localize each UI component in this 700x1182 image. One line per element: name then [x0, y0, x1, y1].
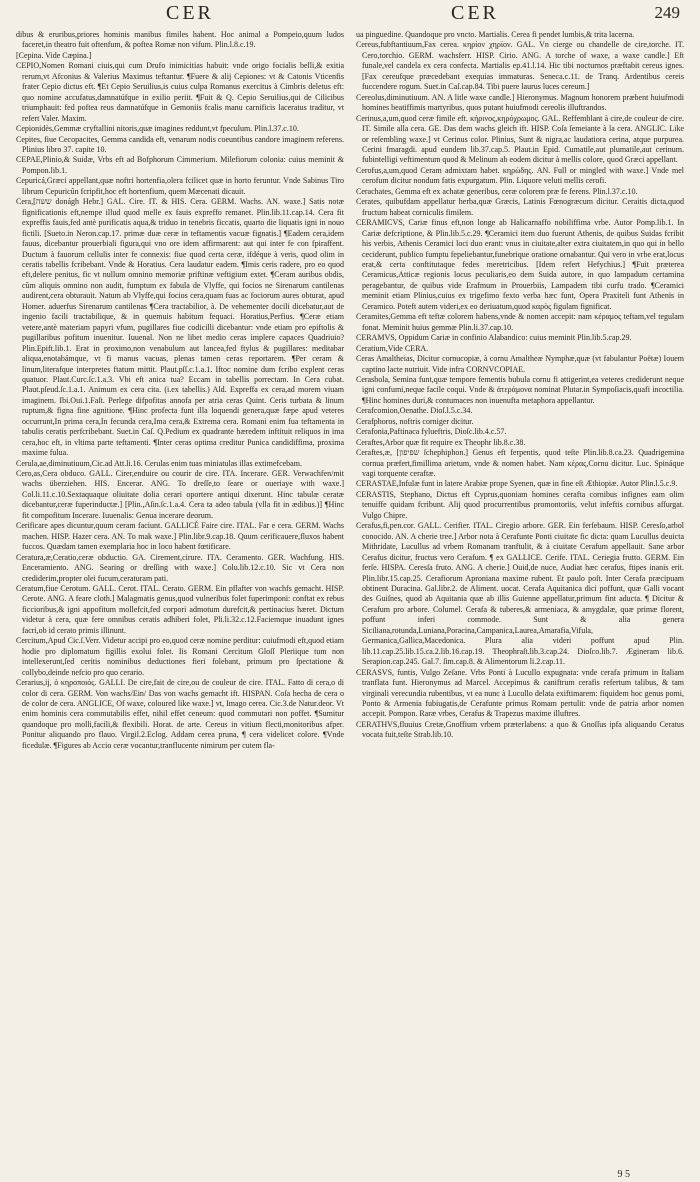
dictionary-entry: CEPIO,Nomen Romani ciuis,qui cum Drufo inimicitias habuit: vnde origo focialis belli,& exitia rerum,vt Afconius & Valerius Maximus teftantur. ¶Fuere & alij Cepiones: vt & Catonis Vticenfis frater Cepio dictus eft. ¶Et Cepio Seruilius,is cuius culpa Romanus exercitus à Cimbris deletus eft: quo nomine accufatus,damnatúfque in exilio periit. ¶Fuit & Q. Cepio Seruilius,qui de Cilicibus triumphauit: fed poftea reus damnatúfque in Gemoniis fcalis manu carnificis laceratus traditur, vt refert Valer. Maxim.	[16, 61, 344, 123]
running-head-left: CER	[166, 2, 214, 24]
dictionary-entry: CERASTAE,Infulæ funt in latere Arabiæ prope Syenen, quæ in fine eſt Æthiopiæ. Autor Plin.l.5.c.9.	[356, 479, 678, 489]
dictionary-entry: Ceras Amaltheias, Dicitur cornucopiæ, à cornu Amaltheæ Nymphæ,quæ (vt fabulantur Poëtæ) Iouem captino lacte nutriuit. Vide infra CORNVCOPIAE.	[356, 354, 684, 374]
dictionary-entry: Cepites, fiue Cecopacites, Gemma candida eft, venarum nodis coeuntibus candore imaginem referens. Plinius libro 37. capite 10.	[16, 134, 344, 154]
right-column	[356, 30, 684, 1162]
dictionary-entry: Cereolus,diminutiuum. AN. A litle waxe candle.] Hieronymus. Magnum honorem præbent huiufmodi homines beatiffimis martyribus, quos putant huiufmodi cereolis illuftrandos.	[356, 92, 684, 113]
dictionary-entry: Cera,[ששה donágh Hebr.] GAL. Cire. IT. & HIS. Cera. GERM. Wachs. AN. waxe.] Satis notæ fignificationis eft,nempe illud quod melle ex fauis expreffo remanet. Plin.lib.11.cap.14. Cera fit expreffis fauis,fed antè purificatis aqua,& triduo in tenebris ficcatis, quarto die liquatis igni in nouo fictili. [Sueto.in Neron.cap.17. primæ duæ ceræ in teftamentis vacuæ fignatis.] ¶Eadem cera,idem fauus, dicebantur prouerbiali figura,qui vno ore idem affirmarent: aut qui inter fe con fpiraffent. Ductum à fauorum cellulis inter fe connexis: fiue quod certa ceræ, ifdéque à veris, quod olim in ceratis tabellis fcribebant. Vnde & Horatius. Cera laudatur eadem. ¶Imis ceris radere, pro eo quod eft,delere penitus, fic vt nullum omnino memoriæ priftinæ veftigium extet. ¶Ceram auribus obdis, cũm aliquis omnino non audit, fumptum ex fabula de Vlyffe, qui focios ne Sirenarum cantilenas audirent,cera obturauit. Natum ab Vlyffe,qui focios cera,quam fuas ac fociorum aures obturat, apud Homer. aduerfus Sirenarum cantilenas ¶Cera tractabilior, à. De vehementer docili dicebatur,aut de ingenio facili tractabilique, & in quemuis habitum fequaci. Horatius,Perfius. ¶Ceræ etiam vetere,antè materiam papyri vfum, pugillares fiue codicilli dicebantur: vnde etiam pro epiftolis & pugillaribus pofitum inuenitur. Iuuenal. Non ne libet medio ceras implere capaces Quadriuio? Plin.Epift.lib.1. Erat in proximo,non venabulum aut lancea,fed ftylus & pugillares: meditabar aliqua,enotabámque, vt fi manus vacuas, plenas tamen ceras reportarem. ¶Per ceram & linum,literafque interpretes ftatum mittit. Plaut.pſſ.c.1.a.1. Iftoc nomine dum fcribo explent ceras quatuor. Plaut.Curc.ſc.1.a.3. Vbi eft anica tua? Eccam in tabellis porrectam. In Cera cubat. Plaut.pſeud.ſc.1.a.1. Animum ex cera cita. (i.ex tabellis.) Ald. Expreffa ex cera,ad morem viuam imaginem. Ibi.Oui.1.Faſt. Perlege difpofitas annofa per atria ceras Quint. Ceris turbata & linum ruptum,& figna fine agnitione. ¶Hinc profecta funt illa loquendi genera,quæ fæpe apud veteres occurrunt,In prima cera,In fecunda cera,Ima cera,& Extrema cera. Romani enim fua teftamenta in tabulis ceratis perfcribebant. Suet.in Caſ. Q.Pedium ex quadrante hæredem inftituit reliquos in ima cera,hoc eft, in vltima parte teftamenti. ¶Inter ceras optima creditur Punica candidiffima, proxima maxime fulua.	[16, 197, 344, 458]
dictionary-entry: Cerificare apes dicuntur,quum ceram faciunt. GALLICÉ Faire cire. ITAL. Far e cera. GERM. Wachs machen. HISP. Hazer cera. AN. To mak waxe.] Plin.libr.9.cap.18. Quum cerificauere,fluxos habent fuccos. Quædam tamen exemplaria hoc in loco habent fœtificare.	[16, 521, 344, 552]
dictionary-entry: Cerates, quibufdam appellatur herba,quæ Græcis, Latinis Fœnogræcum dicitur. Ceraitis dicta,quod fructum habeat corniculis fimilem.	[356, 197, 684, 217]
dictionary-entry: Cerasbola, Semina funt,quæ tempore fementis bubula cornu fi attigerint,ea veteres crediderunt neque igni confumi,neque facile coqui. Vnde & ἀτεράμονα nominat Plutar.in Sympoſiacis,quafi incoctilia. ¶Hinc homines duri,& contumaces non inuenufta metaphora appellantur.	[356, 374, 684, 405]
dictionary-entry: CERATHVS,fluuius Cretæ,Gnoffium vrbem præterlabens: a quo & Gnoſſus ipfa aliquando Ceratus vocata fuit,teſte Strab.lib.10.	[356, 719, 684, 740]
dictionary-entry: Cerula,ae,diminutiuum,Cic.ad Att.li.16. Cerulas enim tuas miniatulas illas extimefcebam.	[16, 458, 302, 468]
dictionary-entry: Ceratium,Vide CERA.	[356, 343, 429, 353]
dictionary-entry: CERAMVS, Oppidum Cariæ in confinio Alabandico: cuius meminit Plin.lib.5.cap.29.	[356, 333, 632, 343]
dictionary-entry: CEPAE,Plinio,& Suidæ, Vrbs eft ad Bofphorum Cimmerium. Milefiorum colonia: cuius meminit & Pompon.lib.1.	[16, 155, 344, 175]
dictionary-entry: Cerarius,ij, ὁ κηροποιός. GALLI. De cire,fait de cire,ou de couleur de cire. ITAL. Fatto di cera,o di color di cera. GERM. Von wachs/Ein/ Das von wachs gemacht ift. HISPAN. Coſa hecha de cera o de color de cera. ANGLICE, Of waxe, coloured like waxe.] vt, Imago cerea. Cic.3.de Natur.deor. Vt enim hominis cera commutabilis effet, nihil effet ceneum: quod commutari non poffet. ¶Sumitur quandoque pro molli,facili,& flexibili. Horat. de arte. Cereus in vitium flecti,monitoribus afper. Ponitur aliquando pro flauo. Virgil.2.Eclog. Addam cerea pruna, ¶ cera videlicet colore. ¶Vnde ficedulæ. ¶Figures ab Accio ceræ vocantur,tranflucente nimirum per cutem fla-	[16, 678, 344, 750]
dictionary-entry: Cerafus,fi,pen.cor. GALL. Cerifier. ITAL. Ciregio arbore. GER. Ein ferſebaum. HISP. Ceresſo,arbol conocido. AN. A cherie tree.] Arbor nota à Cerafunte Ponti ciuitate fic dicta: quam Lucullus deuicta Mithridate, Lucullus ad vrbem Romanam tranftulit, & à ciuitate Cerafum appellauit. Sane arbor Cerafus dicitur, fructus vero Cerafum. ¶ ex GALLICE. Cerife. ITAL. Ceriegia frutto. GERM. Ein ferſe. HISPA. Ceresſa fruto. ANG. A cherie.] Ouid,de nuce, Audiat hæc cerafus, ftipes inanis erit. Plin.libr.15.cap.25. Cerafiorum Aproniana maxime rubent. Et paulo poſt. Inter Cerafa præcipuam obtinent Duracina. Gal.libr.2. de Aliment. uocat. Cerafa Aquitanica dici poffunt, quæ Galli vocant des Guiſnes, quod ab Aquitania quæ ab illis Guienne appellatur,primum fint aducta. ¶ Dicitur & Cerafum pro arbore. Columel. Cerafa & tuberes,& armeniaca, & amygdalæ, quæ primæ florent, poffunt inferi commode. Sunt & alia genera Siciliana,rotunda,Luniana,Poracina,Campanica,Laurea,Amarafia,Vifula, Germanica,Gallica,Macedonica. Plura alia videri poffunt apud Plin. lib.11.cap.25.lib.15.ca.2.lib.16.cap.19. Theophraſt.lib.3.cap.24. Dioſco.lib.7. Ægineram lib.6. Serapion.cap.245. Gal.7. ſim.cap.8. & Alimentorum li.2.cap.11.	[356, 521, 684, 667]
dictionary-entry: ua pinguedine. Quandoque pro vncto. Martialis. Cerea fi pendet lumbis,& trita lacerna.	[356, 30, 635, 39]
dictionary-entry: [Cepina. Vide Cæpina.]	[16, 50, 92, 60]
dictionary-entry: Cerafonia,Paftinaca fylueftris, Dioſc.lib.4.c.57.	[356, 427, 507, 437]
dictionary-entry: Ceratura,æ,Ceratio,ceræ obductio. GA. Cirement,cirure. ITA. Ceramento. GER. Wachfung. HIS. Enceramiento. ANG. Searing or dreſſing with waxe.] Colu.lib.12.c.10. Sic vt Cera non crediderim,propter olei fucum,ceraturam pati.	[16, 552, 344, 583]
page-header	[16, 0, 684, 30]
dictionary-entry: CERASTIS, Stephano, Dictus eft Cyprus,quoniam homines cerafta cornibus infignes eam olim tenuiffe quidam fcribunt. Alij quod procurrentibus promontoriis, velut infeftis cornibus afſurgat. Vulgo Chipre.	[356, 489, 684, 520]
dictionary-entry: Cerinus,a,um,quod ceræ fimile eft. κήρινος,κηρόχρωμος. GAL. Reffemblant à cire,de couleur de cire. IT. Simile alla cera. GE. Das dem wachs gleich ift. HISP. Coſa ſemeiante à la cera. ANGLIC. Like or reſembling waxe.] vt Cerinus color. Plinius, Sunt & nigra,ac laudatiora cerina, atque purpurea. Cerini fmaragdi. apud eundem lib.37.cap.5. Plaut.in Epid. Cumatile,aut plumatile,aut cerinum. fubintelligi veftimentum quod & Melinum ab eodem dicitur à mellis colore, quod Græci appellant.	[356, 113, 684, 165]
dictionary-entry: Cerofus,a,um,quod Ceram admixtam habet. κηρώδης. AN. Full or mingled with waxe.] Vnde mel cerofum dicitur nondum fatis expurgatum. Plin. Liquore veluti mellis cerofi.	[356, 165, 684, 186]
dictionary-entry: Ceraftes,æ, [שפיפון ſchephiphon.] Genus eft ferpentis, quod teſte Plin.lib.8.ca.23. Quadrigemina cornua præfert,fimillima arietum, vnde & nomen habet. Nam κέρας,Cornu dicitur. Luc. Spináque vagi torquente ceraftæ.	[356, 448, 684, 479]
dictionary-entry: Ceraftes,Arbor quæ fit require ex Theophr lib.8.c.38.	[356, 437, 526, 447]
left-column	[16, 30, 344, 1162]
dictionary-entry: Cerafphoros, noftris corniger dicitur.	[356, 416, 474, 426]
dictionary-entry: Ceramites,Gemma eft teftæ colorem habens,vnde & nomen accepit: nam κέραμος teftam,vel tegulam fonat. Meminit huius gemmæ Plin.li.37.cap.10.	[356, 312, 684, 332]
dictionary-entry: Cerafcomion,Oenathe. Dioſ.l.5.c.34.	[356, 406, 473, 416]
dictionary-entry: Cero,as,Cera obduco. GALL. Cirer,enduire ou courir de cire. ITA. Incerare. GER. Verwachfen/mit wachs überziehen. HIS. Encerar. ANG. To dreſſe,to ſeare or oueriaye with waxe.] Col.li.11.c.10.Sextaquaque oliuitate dolia cerari oportere antiqui dixerunt. Hinc tabulæ ceratæ dicebantur,ceræ fuperinductæ.] [Plin.,Aſin.ſc.1.a.4. Cera ta adeo tabula (vlla fit in ædibus.)] ¶Hinc fit compofitum Incerare. Iuuenalis: Genua incerare deorum.	[16, 469, 344, 520]
dictionary-entry: Cepuricá,Græci appellant,quæ noftri hortenfia,olera fcilicet quæ in horto feruntur. Vnde Sabinus Tiro librum Cepuricûn fcripfit,hoc eft hortenfium, quem Mæcenati dicauit.	[16, 176, 344, 196]
dictionary-entry: Cepionidès,Gemmæ cryftallini nitoris,quæ imagines reddunt,vt fpeculum. Plin.l.37.c.10.	[16, 124, 299, 134]
dictionary-entry: Cercitum,Apud Cic.ſ.Verr. Videtur accipi pro eo,quod ceræ nomine perditur: cuiufmodi eft,quod etiam hodie pro diplomatum figillis exolui folet. Iis Romani Cercitum Gloſſ Pleriique tum non intellexerunt,ſed ceritis nominibus deductiones fieri folebant, primum pro ſpectatione & collybo,deinde nefcio pro quo cerario.	[16, 636, 344, 677]
dictionary-entry: Cerachates, Gemma eft ex achatæ generibus, ceræ colorem præ fe ferens. Plin.l.37.c.10.	[356, 186, 638, 196]
page-number: 249	[654, 3, 680, 22]
signature-mark: 9 5	[617, 1169, 630, 1180]
running-head-right: CER	[451, 2, 499, 24]
dictionary-entry: Ceratum,fiue Cerotum. GALL. Cerot. ITAL. Cerato. GERM. Ein pflafter von wachfs gemacht. HISP. Cerote. ANG. A feare cloth.] Malagmatis genus,quod vulneribus folet fuperimponi: conftat ex rebus ficcioribus,& igni appofitum mollefcit,fed corpori admotum durefcit,& pertinacius hæret. Dictum videtur à cera, quæ fere omnibus ceratis adhiberi folet, Pli.li.32.c.12.Faciemque inuadunt ignes facri,ob id cerato primis illinunt.	[16, 584, 344, 635]
dictionary-entry: dibus & eruribus,priores hominis manibus fimiles habent. Hoc animal a Pompeio,quum ludos faceret,in theatro fuit oftenfum, & poftea Romæ non vifum. Plin.l.8.c.19.	[16, 30, 344, 50]
dictionary-entry: Cereus,fubftantiuum,Fax cerea. κηρίον χηρίον. GAL. Vn cierge ou chandelle de cire,torche. IT. Cero,torchio. GERM. wachsferr. HISP. Cirio. ANG. A torche of waxe, a waxe candle.] Eft funale,vel candela ex cera confecta. Martialis ep.41.l.14. Hic tibi nocturnos præftabit cereus ignes. [Fax cereufque præcedebant exequias immaturas. Seneca.c.11. de Tranq. Ardentibus cereis fuccendere rogum. Suet.in Caſ.cap.84. Tibi puere laurus luces cereum.]	[356, 40, 684, 92]
dictionary-entry: CERAMICVS, Cariæ finus eft,non longe ab Halicarnaffo nobiliffima vrbe. Autor Pomp.lib.1. In Cariæ defcriptione, & Plin.lib.5.c.29. ¶Ceramici item duo fuerunt Athenis, de quibus Suidas fcribit his verbis, Athenis Ceramici loci duo erant: vnus in ciuitate,alter extra ciuitatem,in quo qui in bello ceciderunt, publico fumptu fepeliebantur,funebrique oratione ornabantur. Qui vero in vrbe erat,locus erat,& certa conftitutaque fedes meretricibus. [Idem refert Hefychius.] ¶Fuit præterea Ceramicus,Atticæ regionis locus peculiaris,eo dem Suida autore, in quo lampadum certamina peragebantur, de quibus vide Erafmum in Prouerbiis, Lampadem tibi curfu trado. ¶Ceramici meminit etiam Plinius,cuius ex trigefimo fexto verba hæc funt, Opera Praxiteli funt Athenis in Ceramico. Poteft autem videri,ex eo deriuatum,quod καρὸς figulam fignificat.	[356, 218, 684, 311]
columns	[16, 30, 684, 1162]
dictionary-entry: CERASVS, funtis, Vulgo Zeſane. Vrbs Ponti à Lucullo expugnata: vnde cerafa primum in Italiam tranflata funt. Hieronymus ad Marcel. Accepimus & caniftrum cerafis refertum talibus, & tam virginali verecundia rubentibus, vt ea nunc à Lucullo delata exiftimarem: fiquidem hoc genus pomi, Ponto & Armenia fubiugatis,de Cerafunte primus Romam pertulit: vnde de patria arbor nomen accepit. Pompon. Raræ vrbes, Cerafus & Trapezus maxime illuftres.	[356, 667, 684, 719]
